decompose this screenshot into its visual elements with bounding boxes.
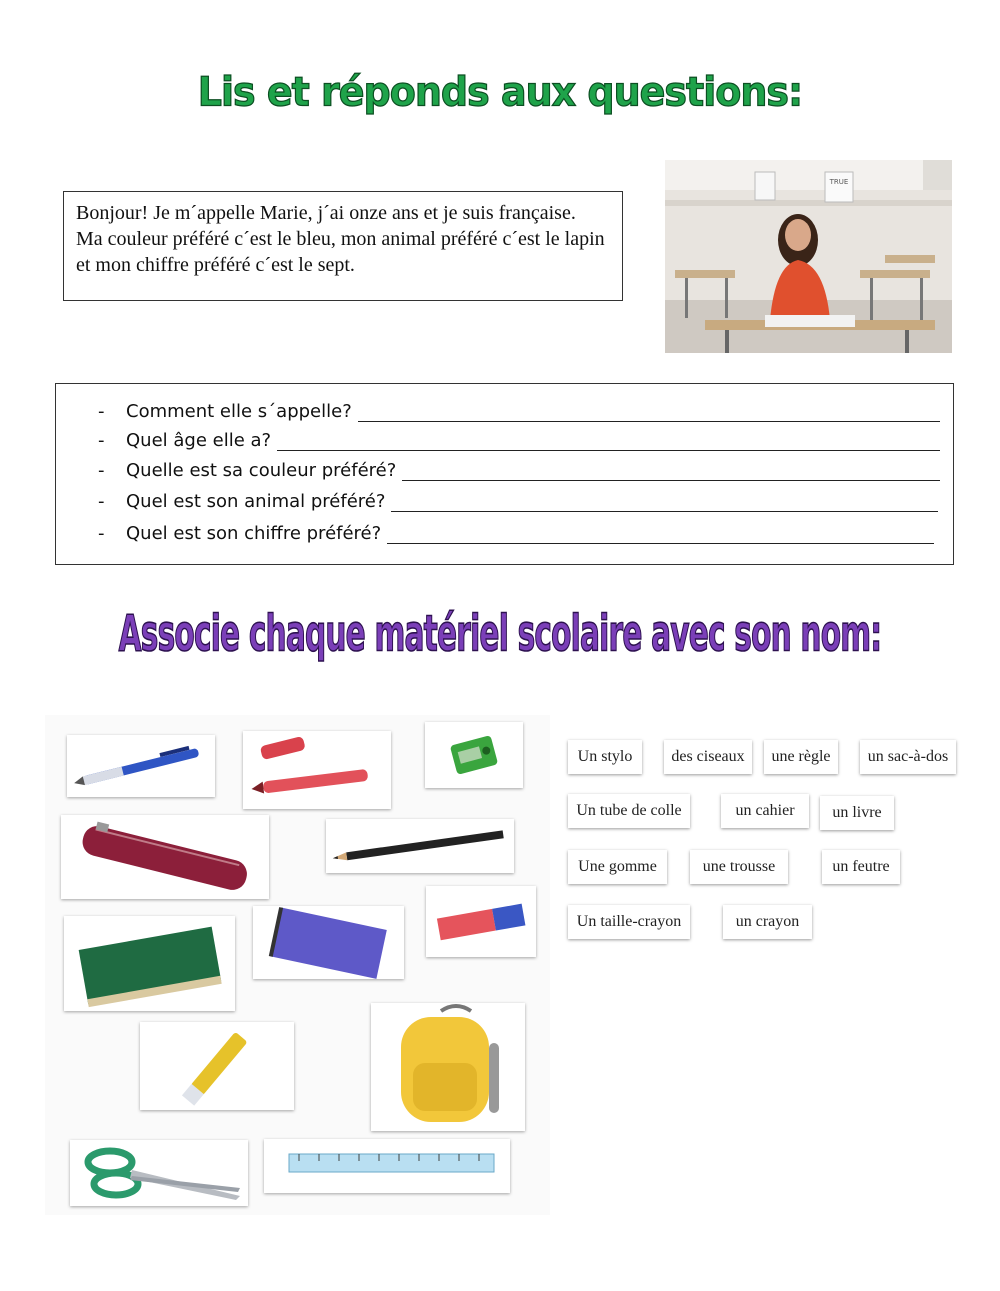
question-label: Quel est son chiffre préféré?	[126, 523, 382, 544]
question-label: Quel âge elle a?	[126, 430, 272, 451]
word-label[interactable]: un feutre	[822, 850, 900, 884]
pencil-picture[interactable]	[326, 819, 514, 873]
reading-text-box	[63, 191, 623, 301]
question-label: Quel est son animal préféré?	[126, 491, 386, 512]
backpack-picture[interactable]	[371, 1003, 525, 1131]
ruler-picture[interactable]	[264, 1139, 510, 1193]
question-row: - Quelle est sa couleur préféré?	[98, 451, 940, 481]
word-label[interactable]: un cahier	[721, 794, 809, 828]
word-label[interactable]: une règle	[764, 740, 838, 774]
marker-picture[interactable]	[243, 731, 391, 809]
question-row: - Quel est son animal préféré?	[98, 482, 938, 512]
book-picture[interactable]	[64, 916, 235, 1011]
classroom-photo	[665, 160, 952, 353]
pen-picture[interactable]	[67, 735, 215, 797]
question-row: - Comment elle s´appelle?	[98, 392, 940, 422]
scissors-picture[interactable]	[70, 1140, 248, 1206]
word-label[interactable]: Un taille-crayon	[568, 905, 690, 939]
reading-text-line-2: Ma couleur préféré c´est le bleu, mon animal préféré c´est le lapin et mon chiffre préféré c´est le sept.	[76, 228, 605, 276]
word-label[interactable]: une trousse	[690, 850, 788, 884]
word-label[interactable]: un livre	[820, 796, 894, 830]
pencil-case-picture[interactable]	[61, 815, 269, 899]
word-label[interactable]: Un tube de colle	[568, 794, 690, 828]
reading-text-line-1: Bonjour! Je m´appelle Marie, j´ai onze ans et je suis française.	[76, 202, 576, 224]
word-label[interactable]: un crayon	[723, 905, 812, 939]
eraser-picture[interactable]	[426, 886, 536, 957]
word-label[interactable]: un sac-à-dos	[860, 740, 956, 774]
answer-line[interactable]	[358, 401, 940, 422]
answer-line[interactable]	[402, 460, 940, 481]
notebook-picture[interactable]	[253, 906, 404, 979]
word-label[interactable]: Une gomme	[568, 850, 667, 884]
title-match-school-supplies: Associe chaque matériel scolaire avec son nom:	[118, 604, 882, 663]
photo-sign-text: TRUE	[829, 178, 849, 186]
question-label: Quelle est sa couleur préféré?	[126, 460, 397, 481]
word-label[interactable]: Un stylo	[568, 740, 642, 774]
pencil-sharpener-picture[interactable]	[425, 722, 523, 788]
answer-line[interactable]	[391, 491, 938, 512]
answer-line[interactable]	[277, 430, 940, 451]
question-row: - Quel est son chiffre préféré?	[98, 514, 934, 544]
title-read-and-answer: Lis et réponds aux questions:	[197, 68, 803, 116]
question-row: - Quel âge elle a?	[98, 421, 940, 451]
questions-box	[55, 383, 954, 565]
word-label[interactable]: des ciseaux	[664, 740, 752, 774]
answer-line[interactable]	[387, 523, 934, 544]
glue-stick-picture[interactable]	[140, 1022, 294, 1110]
question-label: Comment elle s´appelle?	[126, 401, 352, 422]
